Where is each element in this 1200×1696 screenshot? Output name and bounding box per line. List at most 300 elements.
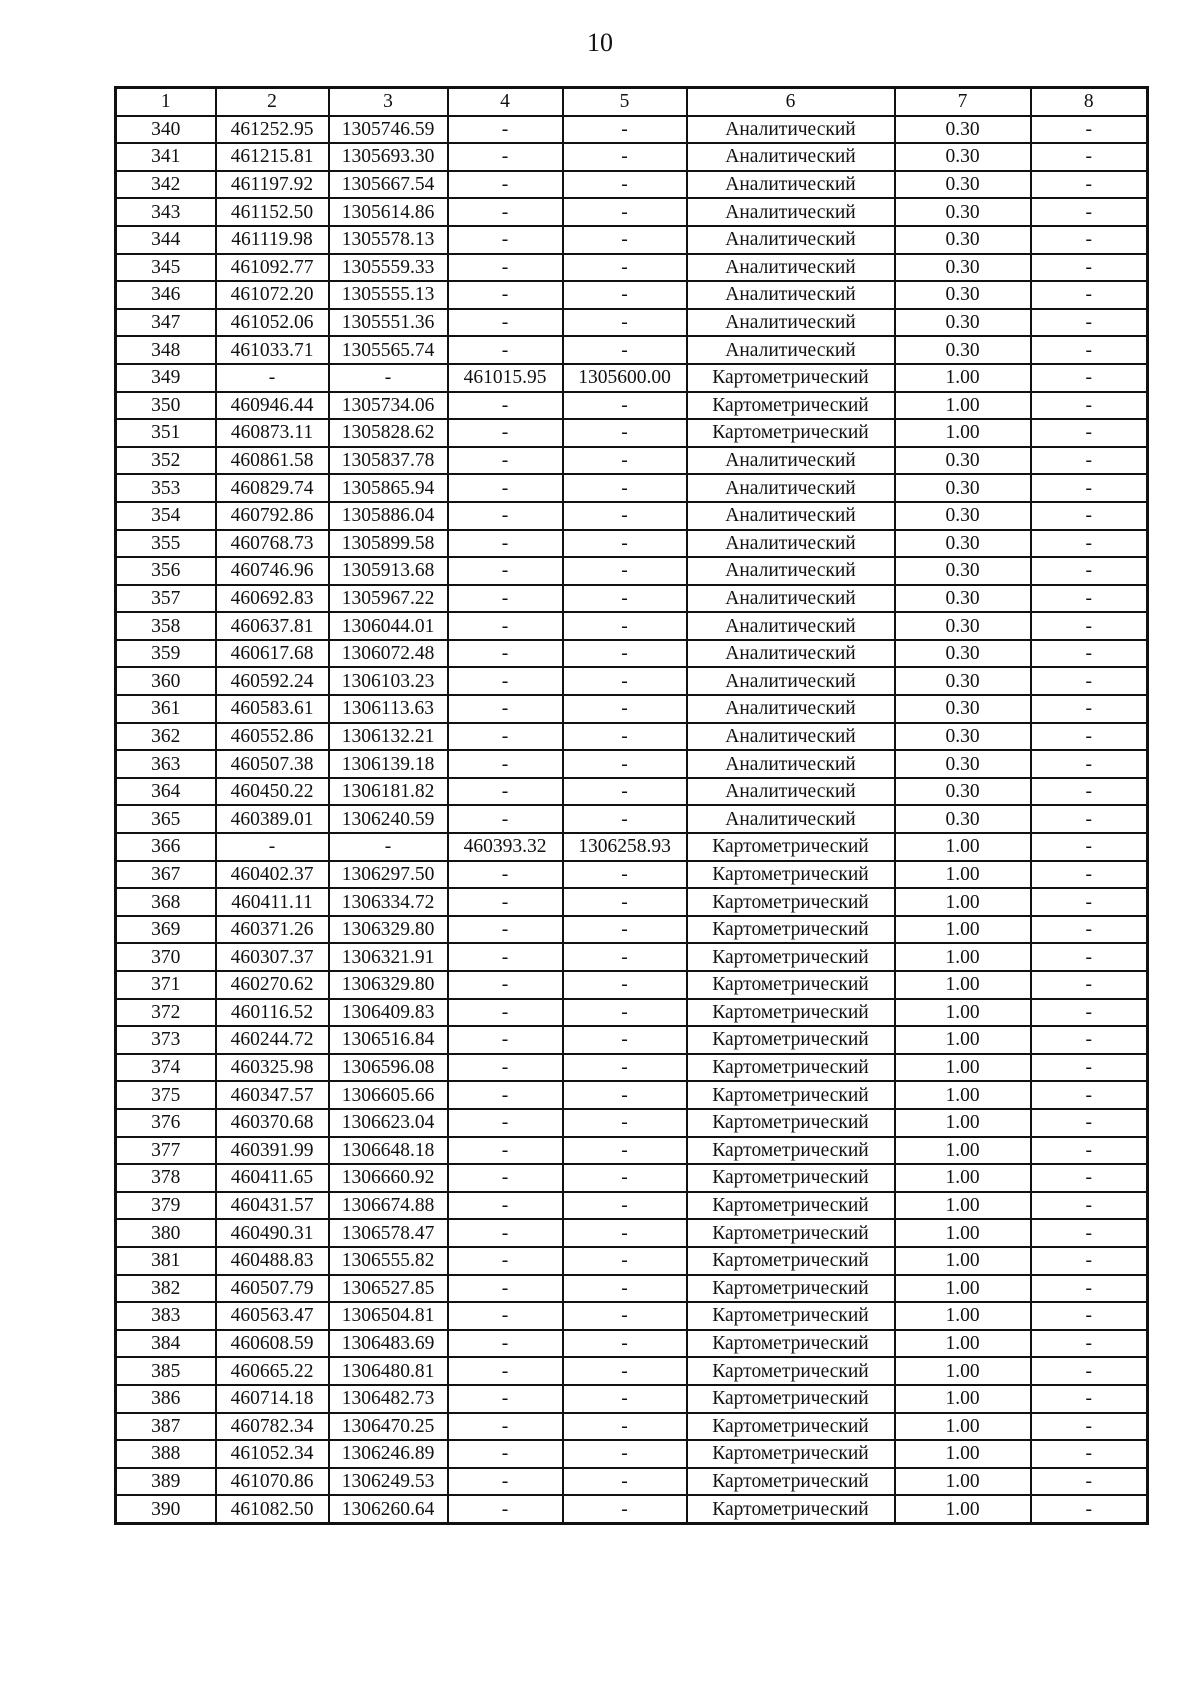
- x-coordinate-cell: 460746.96: [216, 557, 329, 585]
- x-coordinate-cell: 460347.57: [216, 1081, 329, 1109]
- note-cell: -: [1031, 336, 1148, 364]
- x-alt-coordinate-cell: -: [448, 171, 563, 199]
- x-alt-coordinate-cell: -: [448, 916, 563, 944]
- method-cell: Аналитический: [687, 116, 895, 144]
- note-cell: -: [1031, 1164, 1148, 1192]
- table-row: [116, 1302, 1148, 1330]
- accuracy-cell: 1.00: [895, 1109, 1031, 1137]
- note-cell: -: [1031, 1385, 1148, 1413]
- method-cell: Картометрический: [687, 1302, 895, 1330]
- x-alt-coordinate-cell: -: [448, 198, 563, 226]
- x-coordinate-cell: 461082.50: [216, 1495, 329, 1523]
- table-row: [116, 1440, 1148, 1468]
- x-coordinate-cell: 460873.11: [216, 419, 329, 447]
- x-alt-coordinate-cell: -: [448, 778, 563, 806]
- y-coordinate-cell: 1306246.89: [329, 1440, 448, 1468]
- accuracy-cell: 0.30: [895, 557, 1031, 585]
- point-number-cell: 389: [116, 1468, 216, 1496]
- accuracy-cell: 1.00: [895, 861, 1031, 889]
- table-row: [116, 116, 1148, 144]
- table-row: [116, 171, 1148, 199]
- table-row: [116, 281, 1148, 309]
- accuracy-cell: 0.30: [895, 805, 1031, 833]
- accuracy-cell: 1.00: [895, 1330, 1031, 1358]
- x-coordinate-cell: 460507.38: [216, 750, 329, 778]
- y-coordinate-cell: 1306660.92: [329, 1164, 448, 1192]
- accuracy-cell: 0.30: [895, 585, 1031, 613]
- accuracy-cell: 0.30: [895, 474, 1031, 502]
- y-coordinate-cell: 1306044.01: [329, 612, 448, 640]
- point-number-cell: 380: [116, 1219, 216, 1247]
- note-cell: -: [1031, 1495, 1148, 1523]
- x-alt-coordinate-cell: -: [448, 474, 563, 502]
- note-cell: -: [1031, 1109, 1148, 1137]
- method-cell: Аналитический: [687, 281, 895, 309]
- x-alt-coordinate-cell: -: [448, 1275, 563, 1303]
- y-alt-coordinate-cell: -: [563, 943, 687, 971]
- point-number-cell: 383: [116, 1302, 216, 1330]
- y-coordinate-cell: 1305734.06: [329, 392, 448, 420]
- y-coordinate-cell: 1306596.08: [329, 1054, 448, 1082]
- method-cell: Картометрический: [687, 861, 895, 889]
- table-row: [116, 530, 1148, 558]
- table-row: [116, 1109, 1148, 1137]
- point-number-cell: 388: [116, 1440, 216, 1468]
- method-cell: Картометрический: [687, 1357, 895, 1385]
- x-coordinate-cell: 460270.62: [216, 971, 329, 999]
- x-alt-coordinate-cell: -: [448, 1054, 563, 1082]
- method-cell: Картометрический: [687, 1164, 895, 1192]
- note-cell: -: [1031, 1357, 1148, 1385]
- method-cell: Картометрический: [687, 1247, 895, 1275]
- x-alt-coordinate-cell: -: [448, 1192, 563, 1220]
- y-alt-coordinate-cell: -: [563, 336, 687, 364]
- y-coordinate-cell: 1306578.47: [329, 1219, 448, 1247]
- accuracy-cell: 0.30: [895, 336, 1031, 364]
- point-number-cell: 358: [116, 612, 216, 640]
- x-coordinate-cell: 460563.47: [216, 1302, 329, 1330]
- note-cell: -: [1031, 447, 1148, 475]
- y-alt-coordinate-cell: -: [563, 281, 687, 309]
- accuracy-cell: 0.30: [895, 750, 1031, 778]
- x-alt-coordinate-cell: -: [448, 667, 563, 695]
- method-cell: Картометрический: [687, 1192, 895, 1220]
- method-cell: Аналитический: [687, 640, 895, 668]
- x-alt-coordinate-cell: -: [448, 530, 563, 558]
- y-alt-coordinate-cell: 1305600.00: [563, 364, 687, 392]
- y-alt-coordinate-cell: -: [563, 530, 687, 558]
- y-coordinate-cell: 1306297.50: [329, 861, 448, 889]
- table-row: [116, 419, 1148, 447]
- table-row: [116, 1247, 1148, 1275]
- point-number-cell: 356: [116, 557, 216, 585]
- point-number-cell: 341: [116, 143, 216, 171]
- y-alt-coordinate-cell: -: [563, 1385, 687, 1413]
- y-coordinate-cell: 1305886.04: [329, 502, 448, 530]
- x-coordinate-cell: 460768.73: [216, 530, 329, 558]
- accuracy-cell: 1.00: [895, 1219, 1031, 1247]
- y-coordinate-cell: 1305746.59: [329, 116, 448, 144]
- point-number-cell: 384: [116, 1330, 216, 1358]
- column-header: 1: [116, 88, 216, 116]
- accuracy-cell: 1.00: [895, 943, 1031, 971]
- point-number-cell: 386: [116, 1385, 216, 1413]
- y-alt-coordinate-cell: -: [563, 640, 687, 668]
- x-alt-coordinate-cell: 460393.32: [448, 833, 563, 861]
- y-alt-coordinate-cell: -: [563, 419, 687, 447]
- accuracy-cell: 0.30: [895, 778, 1031, 806]
- point-number-cell: 385: [116, 1357, 216, 1385]
- x-alt-coordinate-cell: -: [448, 1413, 563, 1441]
- accuracy-cell: 1.00: [895, 1385, 1031, 1413]
- y-coordinate-cell: 1306504.81: [329, 1302, 448, 1330]
- x-alt-coordinate-cell: -: [448, 612, 563, 640]
- x-alt-coordinate-cell: -: [448, 640, 563, 668]
- y-alt-coordinate-cell: -: [563, 1137, 687, 1165]
- method-cell: Картометрический: [687, 916, 895, 944]
- table-row: [116, 750, 1148, 778]
- x-coordinate-cell: 460861.58: [216, 447, 329, 475]
- table-row: [116, 1357, 1148, 1385]
- x-alt-coordinate-cell: -: [448, 695, 563, 723]
- x-coordinate-cell: 460402.37: [216, 861, 329, 889]
- table-row: [116, 778, 1148, 806]
- y-alt-coordinate-cell: -: [563, 612, 687, 640]
- y-alt-coordinate-cell: -: [563, 1219, 687, 1247]
- point-number-cell: 359: [116, 640, 216, 668]
- accuracy-cell: 0.30: [895, 502, 1031, 530]
- x-alt-coordinate-cell: -: [448, 143, 563, 171]
- point-number-cell: 379: [116, 1192, 216, 1220]
- x-coordinate-cell: 460637.81: [216, 612, 329, 640]
- point-number-cell: 369: [116, 916, 216, 944]
- table-row: [116, 1413, 1148, 1441]
- method-cell: Картометрический: [687, 833, 895, 861]
- method-cell: Аналитический: [687, 502, 895, 530]
- x-alt-coordinate-cell: -: [448, 971, 563, 999]
- x-coordinate-cell: 460391.99: [216, 1137, 329, 1165]
- point-number-cell: 361: [116, 695, 216, 723]
- point-number-cell: 351: [116, 419, 216, 447]
- x-alt-coordinate-cell: -: [448, 1164, 563, 1192]
- y-coordinate-cell: 1306648.18: [329, 1137, 448, 1165]
- point-number-cell: 387: [116, 1413, 216, 1441]
- x-coordinate-cell: 460370.68: [216, 1109, 329, 1137]
- y-coordinate-cell: 1305693.30: [329, 143, 448, 171]
- y-alt-coordinate-cell: -: [563, 116, 687, 144]
- point-number-cell: 347: [116, 309, 216, 337]
- accuracy-cell: 1.00: [895, 1247, 1031, 1275]
- accuracy-cell: 1.00: [895, 916, 1031, 944]
- table-row: [116, 1026, 1148, 1054]
- table-row: [116, 971, 1148, 999]
- point-number-cell: 343: [116, 198, 216, 226]
- method-cell: Картометрический: [687, 1109, 895, 1137]
- x-alt-coordinate-cell: -: [448, 1026, 563, 1054]
- table-row: [116, 474, 1148, 502]
- x-alt-coordinate-cell: -: [448, 502, 563, 530]
- accuracy-cell: 0.30: [895, 116, 1031, 144]
- method-cell: Аналитический: [687, 585, 895, 613]
- table-row: [116, 1385, 1148, 1413]
- x-coordinate-cell: 460583.61: [216, 695, 329, 723]
- accuracy-cell: 1.00: [895, 1137, 1031, 1165]
- point-number-cell: 372: [116, 999, 216, 1027]
- y-coordinate-cell: -: [329, 364, 448, 392]
- x-alt-coordinate-cell: -: [448, 999, 563, 1027]
- y-coordinate-cell: 1305967.22: [329, 585, 448, 613]
- point-number-cell: 375: [116, 1081, 216, 1109]
- note-cell: -: [1031, 1413, 1148, 1441]
- note-cell: -: [1031, 557, 1148, 585]
- method-cell: Аналитический: [687, 447, 895, 475]
- method-cell: Аналитический: [687, 474, 895, 502]
- y-coordinate-cell: 1306132.21: [329, 723, 448, 751]
- accuracy-cell: 1.00: [895, 1275, 1031, 1303]
- note-cell: -: [1031, 1137, 1148, 1165]
- x-alt-coordinate-cell: -: [448, 226, 563, 254]
- y-coordinate-cell: 1306555.82: [329, 1247, 448, 1275]
- note-cell: -: [1031, 585, 1148, 613]
- accuracy-cell: 1.00: [895, 1495, 1031, 1523]
- note-cell: -: [1031, 364, 1148, 392]
- x-coordinate-cell: 461252.95: [216, 116, 329, 144]
- note-cell: -: [1031, 999, 1148, 1027]
- note-cell: -: [1031, 640, 1148, 668]
- y-alt-coordinate-cell: -: [563, 1054, 687, 1082]
- x-coordinate-cell: 460829.74: [216, 474, 329, 502]
- point-number-cell: 348: [116, 336, 216, 364]
- accuracy-cell: 0.30: [895, 530, 1031, 558]
- y-alt-coordinate-cell: -: [563, 198, 687, 226]
- point-number-cell: 349: [116, 364, 216, 392]
- y-alt-coordinate-cell: -: [563, 805, 687, 833]
- table-row: [116, 392, 1148, 420]
- point-number-cell: 377: [116, 1137, 216, 1165]
- method-cell: Картометрический: [687, 392, 895, 420]
- note-cell: -: [1031, 833, 1148, 861]
- y-alt-coordinate-cell: -: [563, 1109, 687, 1137]
- y-alt-coordinate-cell: -: [563, 171, 687, 199]
- x-coordinate-cell: 460411.11: [216, 888, 329, 916]
- y-coordinate-cell: 1305578.13: [329, 226, 448, 254]
- x-alt-coordinate-cell: -: [448, 1440, 563, 1468]
- y-coordinate-cell: 1306623.04: [329, 1109, 448, 1137]
- table-row: [116, 557, 1148, 585]
- accuracy-cell: 1.00: [895, 1054, 1031, 1082]
- note-cell: -: [1031, 612, 1148, 640]
- x-alt-coordinate-cell: -: [448, 281, 563, 309]
- note-cell: -: [1031, 474, 1148, 502]
- note-cell: -: [1031, 943, 1148, 971]
- y-coordinate-cell: 1306470.25: [329, 1413, 448, 1441]
- x-coordinate-cell: 460665.22: [216, 1357, 329, 1385]
- x-alt-coordinate-cell: -: [448, 1302, 563, 1330]
- column-header: 3: [329, 88, 448, 116]
- y-alt-coordinate-cell: -: [563, 695, 687, 723]
- accuracy-cell: 0.30: [895, 612, 1031, 640]
- y-alt-coordinate-cell: -: [563, 1275, 687, 1303]
- method-cell: Аналитический: [687, 143, 895, 171]
- point-number-cell: 340: [116, 116, 216, 144]
- x-coordinate-cell: 461092.77: [216, 254, 329, 282]
- accuracy-cell: 1.00: [895, 888, 1031, 916]
- y-alt-coordinate-cell: -: [563, 667, 687, 695]
- note-cell: -: [1031, 1275, 1148, 1303]
- note-cell: -: [1031, 1247, 1148, 1275]
- y-coordinate-cell: 1306482.73: [329, 1385, 448, 1413]
- y-coordinate-cell: 1305555.13: [329, 281, 448, 309]
- x-coordinate-cell: 460946.44: [216, 392, 329, 420]
- y-coordinate-cell: 1306409.83: [329, 999, 448, 1027]
- note-cell: -: [1031, 143, 1148, 171]
- table-row: [116, 1275, 1148, 1303]
- note-cell: -: [1031, 1192, 1148, 1220]
- note-cell: -: [1031, 1302, 1148, 1330]
- y-alt-coordinate-cell: -: [563, 1413, 687, 1441]
- table-row: [116, 612, 1148, 640]
- note-cell: -: [1031, 723, 1148, 751]
- method-cell: Аналитический: [687, 805, 895, 833]
- table-row: [116, 447, 1148, 475]
- point-number-cell: 350: [116, 392, 216, 420]
- note-cell: -: [1031, 254, 1148, 282]
- y-alt-coordinate-cell: -: [563, 309, 687, 337]
- note-cell: -: [1031, 1330, 1148, 1358]
- point-number-cell: 344: [116, 226, 216, 254]
- y-coordinate-cell: 1306260.64: [329, 1495, 448, 1523]
- y-coordinate-cell: 1306483.69: [329, 1330, 448, 1358]
- x-alt-coordinate-cell: -: [448, 116, 563, 144]
- y-alt-coordinate-cell: -: [563, 1026, 687, 1054]
- accuracy-cell: 0.30: [895, 281, 1031, 309]
- table-row: [116, 143, 1148, 171]
- column-header: 8: [1031, 88, 1148, 116]
- accuracy-cell: 0.30: [895, 640, 1031, 668]
- y-alt-coordinate-cell: -: [563, 1164, 687, 1192]
- y-alt-coordinate-cell: -: [563, 750, 687, 778]
- point-number-cell: 370: [116, 943, 216, 971]
- y-alt-coordinate-cell: -: [563, 557, 687, 585]
- note-cell: -: [1031, 888, 1148, 916]
- x-coordinate-cell: 460617.68: [216, 640, 329, 668]
- method-cell: Аналитический: [687, 171, 895, 199]
- accuracy-cell: 1.00: [895, 971, 1031, 999]
- method-cell: Картометрический: [687, 1275, 895, 1303]
- x-alt-coordinate-cell: -: [448, 1385, 563, 1413]
- x-coordinate-cell: 460116.52: [216, 999, 329, 1027]
- x-coordinate-cell: -: [216, 833, 329, 861]
- accuracy-cell: 1.00: [895, 1164, 1031, 1192]
- x-alt-coordinate-cell: -: [448, 1468, 563, 1496]
- y-coordinate-cell: 1306329.80: [329, 916, 448, 944]
- x-coordinate-cell: 460490.31: [216, 1219, 329, 1247]
- y-alt-coordinate-cell: -: [563, 474, 687, 502]
- x-alt-coordinate-cell: -: [448, 1109, 563, 1137]
- y-alt-coordinate-cell: -: [563, 1440, 687, 1468]
- note-cell: -: [1031, 1440, 1148, 1468]
- x-coordinate-cell: 460507.79: [216, 1275, 329, 1303]
- method-cell: Картометрический: [687, 1440, 895, 1468]
- x-alt-coordinate-cell: -: [448, 943, 563, 971]
- point-number-cell: 346: [116, 281, 216, 309]
- method-cell: Картометрический: [687, 999, 895, 1027]
- y-coordinate-cell: 1306329.80: [329, 971, 448, 999]
- table-row: [116, 833, 1148, 861]
- table-row: [116, 723, 1148, 751]
- note-cell: -: [1031, 530, 1148, 558]
- point-number-cell: 381: [116, 1247, 216, 1275]
- table-row: [116, 585, 1148, 613]
- x-alt-coordinate-cell: -: [448, 1219, 563, 1247]
- point-number-cell: 362: [116, 723, 216, 751]
- method-cell: Аналитический: [687, 309, 895, 337]
- column-header: 2: [216, 88, 329, 116]
- x-coordinate-cell: 460450.22: [216, 778, 329, 806]
- accuracy-cell: 0.30: [895, 695, 1031, 723]
- y-alt-coordinate-cell: -: [563, 1330, 687, 1358]
- x-coordinate-cell: 460792.86: [216, 502, 329, 530]
- x-alt-coordinate-cell: -: [448, 392, 563, 420]
- accuracy-cell: 0.30: [895, 143, 1031, 171]
- method-cell: Картометрический: [687, 1026, 895, 1054]
- point-number-cell: 374: [116, 1054, 216, 1082]
- note-cell: -: [1031, 778, 1148, 806]
- note-cell: -: [1031, 309, 1148, 337]
- y-alt-coordinate-cell: -: [563, 226, 687, 254]
- method-cell: Картометрический: [687, 1468, 895, 1496]
- accuracy-cell: 1.00: [895, 1413, 1031, 1441]
- point-number-cell: 352: [116, 447, 216, 475]
- y-alt-coordinate-cell: -: [563, 1468, 687, 1496]
- point-number-cell: 342: [116, 171, 216, 199]
- accuracy-cell: 1.00: [895, 364, 1031, 392]
- column-header: 7: [895, 88, 1031, 116]
- table-row: [116, 1081, 1148, 1109]
- y-coordinate-cell: 1306103.23: [329, 667, 448, 695]
- y-coordinate-cell: 1306240.59: [329, 805, 448, 833]
- x-coordinate-cell: 460389.01: [216, 805, 329, 833]
- note-cell: -: [1031, 281, 1148, 309]
- note-cell: -: [1031, 226, 1148, 254]
- y-coordinate-cell: 1305565.74: [329, 336, 448, 364]
- table-row: [116, 999, 1148, 1027]
- x-alt-coordinate-cell: -: [448, 1330, 563, 1358]
- x-coordinate-cell: 461072.20: [216, 281, 329, 309]
- table-row: [116, 1468, 1148, 1496]
- method-cell: Картометрический: [687, 1219, 895, 1247]
- point-number-cell: 357: [116, 585, 216, 613]
- y-coordinate-cell: 1305865.94: [329, 474, 448, 502]
- note-cell: -: [1031, 1219, 1148, 1247]
- note-cell: -: [1031, 971, 1148, 999]
- point-number-cell: 378: [116, 1164, 216, 1192]
- accuracy-cell: 0.30: [895, 667, 1031, 695]
- table-header-row: [116, 88, 1148, 116]
- y-alt-coordinate-cell: -: [563, 888, 687, 916]
- table-row: [116, 1054, 1148, 1082]
- accuracy-cell: 1.00: [895, 1302, 1031, 1330]
- page-number: 10: [587, 28, 613, 57]
- note-cell: -: [1031, 750, 1148, 778]
- x-coordinate-cell: 460431.57: [216, 1192, 329, 1220]
- y-alt-coordinate-cell: -: [563, 1081, 687, 1109]
- x-coordinate-cell: 461215.81: [216, 143, 329, 171]
- x-alt-coordinate-cell: -: [448, 336, 563, 364]
- accuracy-cell: 0.30: [895, 723, 1031, 751]
- table-row: [116, 1164, 1148, 1192]
- point-number-cell: 367: [116, 861, 216, 889]
